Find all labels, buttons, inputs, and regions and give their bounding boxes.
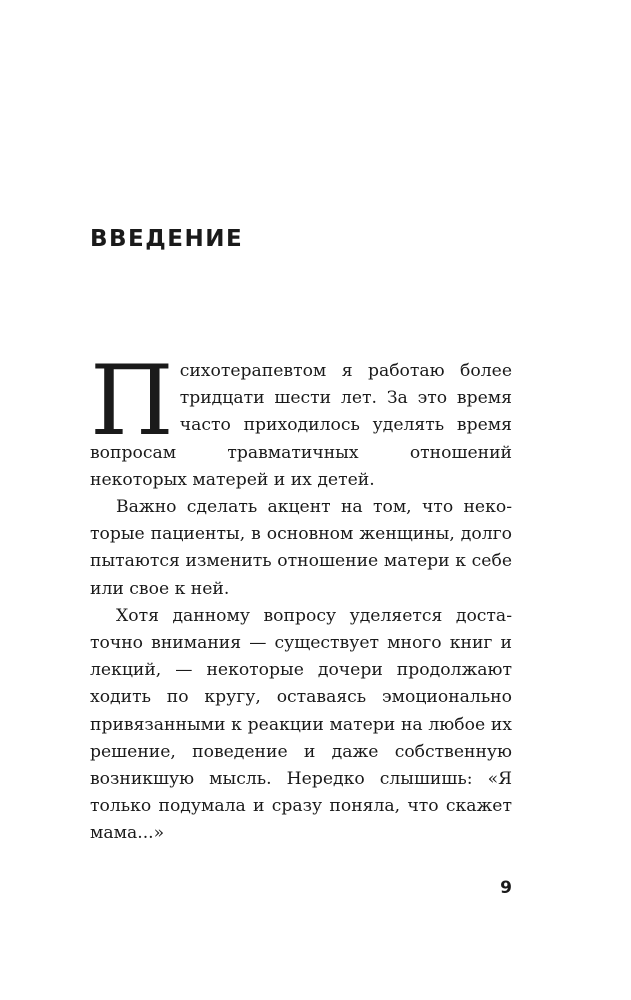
drop-cap: П <box>90 345 174 457</box>
paragraph-1 <box>90 345 512 494</box>
paragraph-1-text: сихотерапевтом я работаю более тридцати шести лет. За это время часто приходилось уделять время вопросам травматичных отношений некоторых матерей и их детей. <box>90 361 512 490</box>
paragraph-2: Важно сделать акцент на том, что некоторые пациенты, в основном женщины, долго пытаются изменить отношение матери к себе или свое к ней. <box>90 497 512 599</box>
page-number: 9 <box>500 878 512 898</box>
chapter-title: ВВЕДЕНИЕ <box>90 226 244 252</box>
paragraph-3: Хотя данному вопросу уделяется достаточно внимания — существует много книг и лекций, — некоторые дочери продолжают ходить по кругу, оставаясь эмоционально привязанными к реакции матери на любое их решение, поведение и даже собственную возникшую мысль. Нередко слышишь: «Я только подумала и сразу поняла, что скажет мама...» <box>90 605 512 844</box>
body-text <box>90 345 512 848</box>
